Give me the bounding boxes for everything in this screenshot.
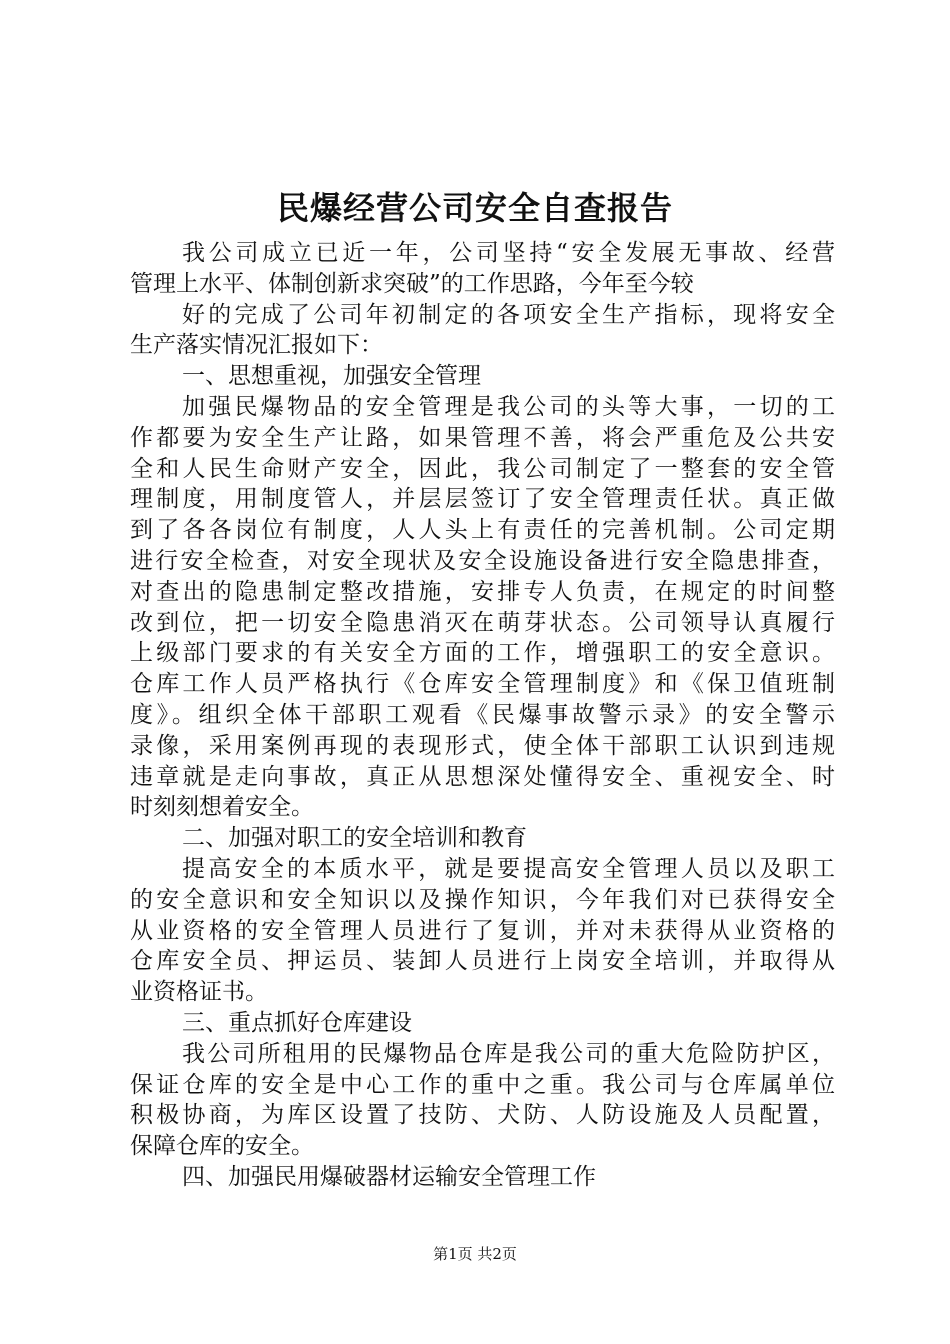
text-line: 违章就是走向事故，真正从思想深处懂得安全、重视安全、时 <box>130 763 835 790</box>
text-line: 提高安全的本质水平，就是要提高安全管理人员以及职工 <box>182 855 835 882</box>
text-line: 二、加强对职工的安全培训和教育 <box>182 825 527 852</box>
text-line: 四、加强民用爆破器材运输安全管理工作 <box>182 1163 596 1190</box>
body-text <box>130 238 835 1193</box>
text-line: 的安全意识和安全知识以及操作知识，今年我们对已获得安全 <box>130 886 835 913</box>
text-line: 作都要为安全生产让路，如果管理不善，将会严重危及公共安 <box>130 424 835 451</box>
text-line: 我公司所租用的民爆物品仓库是我公司的重大危险防护区， <box>182 1040 835 1067</box>
text-line: 从业资格的安全管理人员进行了复训，并对未获得从业资格的 <box>130 917 835 944</box>
text-line: 对查出的隐患制定整改措施，安排专人负责，在规定的时间整 <box>130 578 835 605</box>
text-line: 上级部门要求的有关安全方面的工作，增强职工的安全意识。 <box>130 640 835 667</box>
text-line: 三、重点抓好仓库建设 <box>182 1009 412 1036</box>
text-line: 管理上水平、体制创新求突破”的工作思路，今年至今较 <box>130 270 694 297</box>
text-line: 到了各各岗位有制度，人人头上有责任的完善机制。公司定期 <box>130 517 835 544</box>
text-line: 理制度，用制度管人，并层层签订了安全管理责任状。真正做 <box>130 486 835 513</box>
text-line: 进行安全检查，对安全现状及安全设施设备进行安全隐患排查， <box>130 547 835 574</box>
text-line: 好的完成了公司年初制定的各项安全生产指标，现将安全 <box>182 301 835 328</box>
text-line: 全和人民生命财产安全，因此，我公司制定了一整套的安全管 <box>130 455 835 482</box>
text-line: 保障仓库的安全。 <box>130 1133 314 1160</box>
text-line: 加强民爆物品的安全管理是我公司的头等大事，一切的工 <box>182 393 835 420</box>
text-line: 积极协商，为库区设置了技防、犬防、人防设施及人员配置， <box>130 1102 835 1129</box>
text-line: 生产落实情况汇报如下： <box>130 332 383 359</box>
text-line: 仓库安全员、押运员、装卸人员进行上岗安全培训，并取得从 <box>130 948 835 975</box>
text-line: 时刻刻想着安全。 <box>130 794 314 821</box>
page-title: 民爆经营公司安全自查报告 <box>276 189 673 227</box>
text-line: 度》。组织全体干部职工观看《民爆事故警示录》的安全警示 <box>130 701 835 728</box>
text-line: 仓库工作人员严格执行《仓库安全管理制度》和《保卫值班制 <box>130 671 835 698</box>
text-line: 改到位，把一切安全隐患消灭在萌芽状态。公司领导认真履行 <box>130 609 835 636</box>
text-line: 我公司成立已近一年，公司坚持“安全发展无事故、经营 <box>182 240 835 266</box>
text-line: 录像，采用案例再现的表现形式，使全体干部职工认识到违规 <box>130 732 835 759</box>
text-line: 保证仓库的安全是中心工作的重中之重。我公司与仓库属单位 <box>130 1071 835 1098</box>
text-line: 业资格证书。 <box>130 979 268 1006</box>
page-footer: 第1页 共2页 <box>433 1245 517 1263</box>
text-line: 一、思想重视，加强安全管理 <box>182 363 481 390</box>
